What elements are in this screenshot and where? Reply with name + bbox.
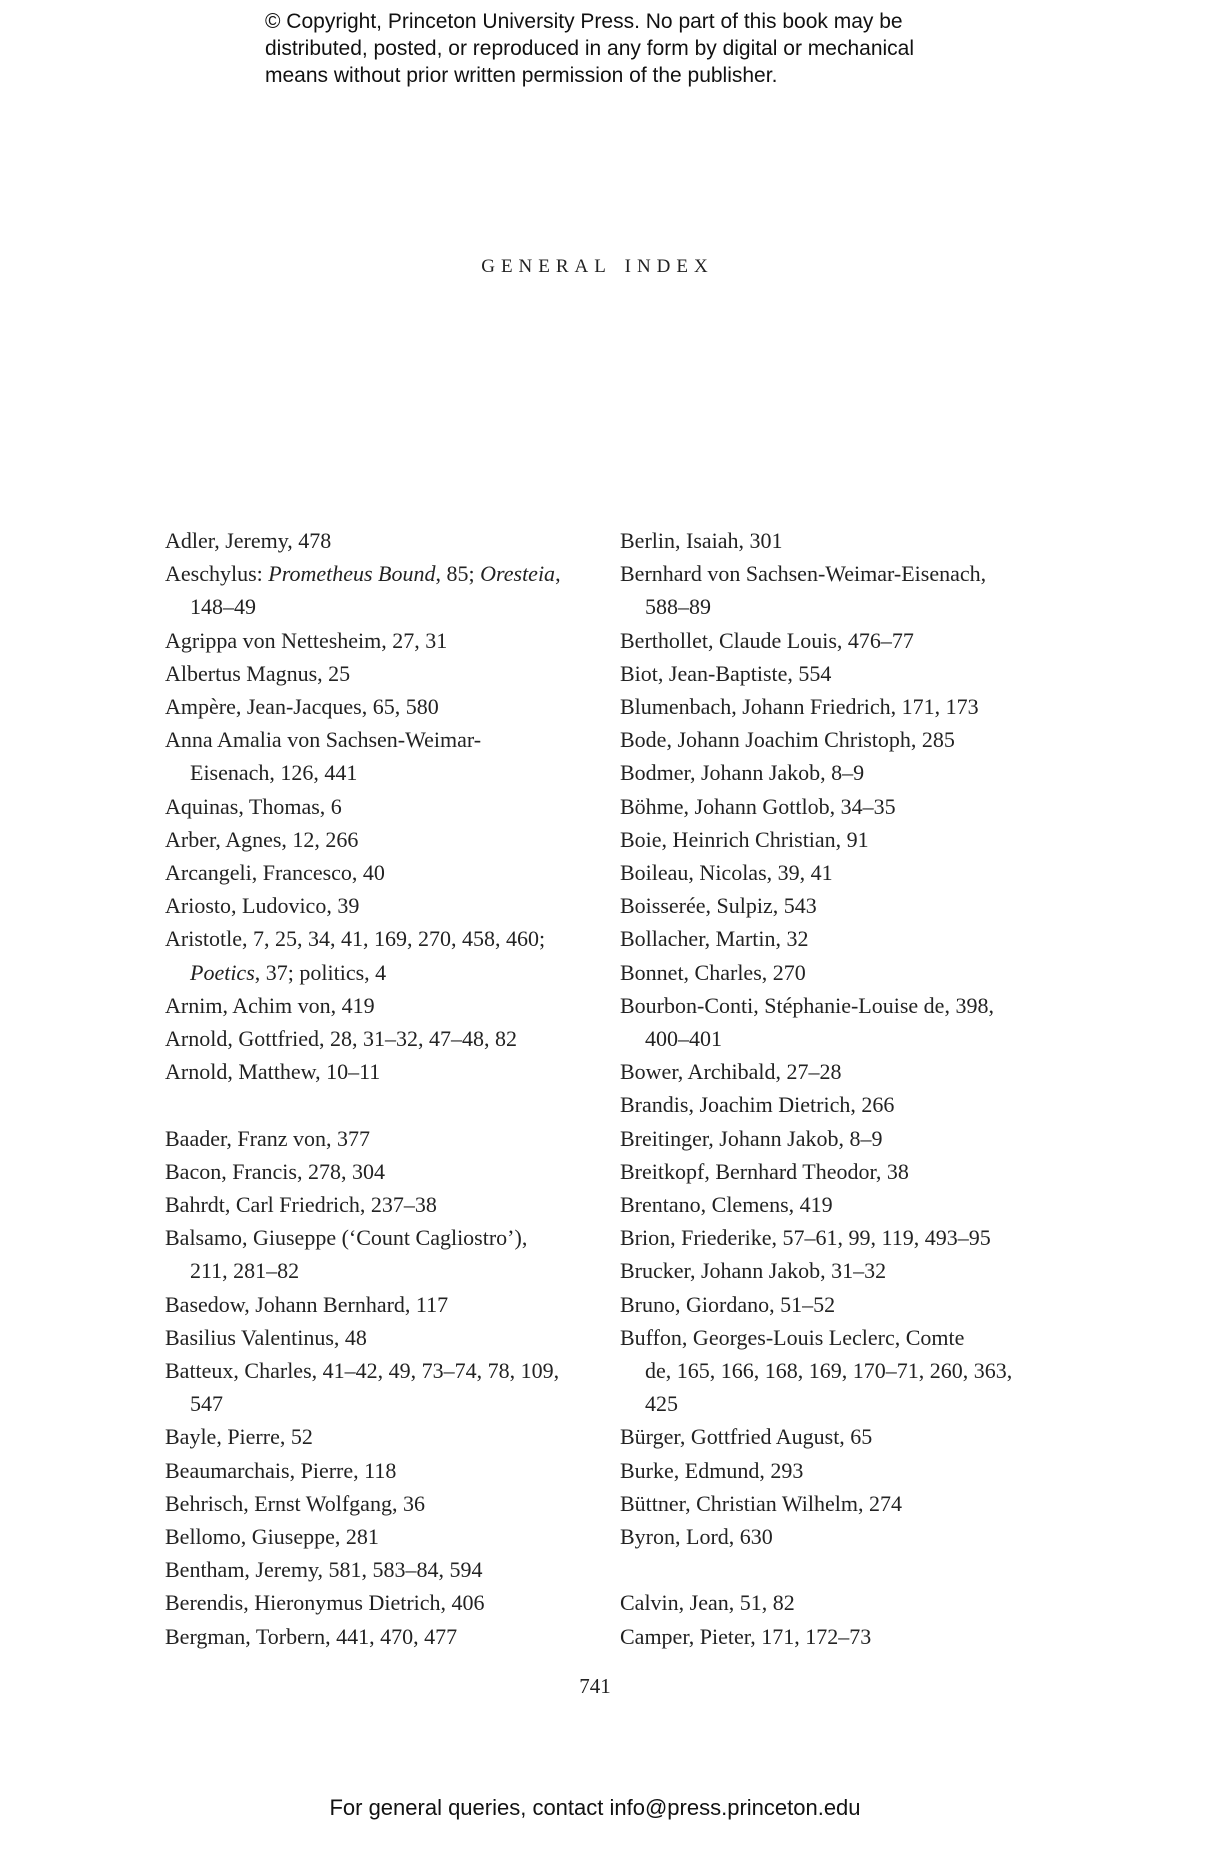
index-entry: Brandis, Joachim Dietrich, 266: [620, 1092, 895, 1118]
index-entry: Brentano, Clemens, 419: [620, 1192, 833, 1218]
index-entry-continuation: Eisenach, 126, 441: [190, 760, 358, 786]
index-entry: Boie, Heinrich Christian, 91: [620, 826, 869, 852]
index-entry: Batteux, Charles, 41–42, 49, 73–74, 78, 109,: [165, 1358, 560, 1384]
index-entry: Bollacher, Martin, 32: [620, 926, 809, 952]
index-entry: Breitinger, Johann Jakob, 8–9: [620, 1125, 883, 1151]
index-entry: Anna Amalia von Sachsen-Weimar-: [165, 727, 482, 753]
work-title: Poetics: [190, 959, 255, 985]
index-entry: Behrisch, Ernst Wolfgang, 36: [165, 1490, 425, 1516]
copyright-notice: [265, 8, 1025, 89]
work-title: Oresteia: [480, 561, 556, 587]
index-entry: Bernhard von Sachsen-Weimar-Eisenach,: [620, 561, 987, 587]
letter-group-gap: [620, 1553, 1040, 1586]
index-entry: Arcangeli, Francesco, 40: [165, 860, 385, 886]
index-entry: [165, 557, 585, 590]
page-number: 741: [579, 1674, 611, 1698]
index-entry: Balsamo, Giuseppe (‘Count Cagliostro’),: [165, 1225, 528, 1251]
page-title: general index: [481, 248, 714, 278]
copyright-line: © Copyright, Princeton University Press. No part of this book may be: [265, 10, 903, 33]
index-entry-continuation: de, 165, 166, 168, 169, 170–71, 260, 363,: [645, 1358, 1013, 1384]
index-entry-continuation: 211, 281–82: [190, 1258, 300, 1284]
index-entry: Büttner, Christian Wilhelm, 274: [620, 1490, 902, 1516]
index-entry: Basedow, Johann Bernhard, 117: [165, 1291, 449, 1317]
index-entry: Brion, Friederike, 57–61, 99, 119, 493–95: [620, 1225, 991, 1251]
index-entry-continuation: 425: [645, 1391, 678, 1417]
index-entry: Arber, Agnes, 12, 266: [165, 826, 359, 852]
index-entry: Agrippa von Nettesheim, 27, 31: [165, 627, 448, 653]
index-entry: Bruno, Giordano, 51–52: [620, 1291, 836, 1317]
entry-text: ,: [555, 561, 561, 587]
index-entry: Bacon, Francis, 278, 304: [165, 1158, 385, 1184]
index-entry-continuation: 547: [190, 1391, 223, 1417]
index-entry: Bonnet, Charles, 270: [620, 959, 806, 985]
entry-text: Aeschylus:: [165, 561, 269, 587]
index-entry: Basilius Valentinus, 48: [165, 1324, 367, 1350]
index-entry: Bürger, Gottfried August, 65: [620, 1424, 873, 1450]
index-entry: Bayle, Pierre, 52: [165, 1424, 313, 1450]
index-entry: Blumenbach, Johann Friedrich, 171, 173: [620, 694, 979, 720]
index-entry: Beaumarchais, Pierre, 118: [165, 1457, 397, 1483]
index-entry: Brucker, Johann Jakob, 31–32: [620, 1258, 887, 1284]
index-entry: Berlin, Isaiah, 301: [620, 528, 783, 553]
index-column-left: [165, 524, 585, 1653]
index-entry-continuation: 148–49: [190, 594, 256, 620]
index-entry: Camper, Pieter, 171, 172–73: [620, 1623, 872, 1649]
copyright-line: means without prior written permission of the publisher.: [265, 64, 778, 87]
index-column-right: [620, 524, 1040, 1653]
index-entry-continuation: 400–401: [645, 1026, 722, 1052]
index-entry: Böhme, Johann Gottlob, 34–35: [620, 793, 896, 819]
index-entry: Bergman, Torbern, 441, 470, 477: [165, 1623, 458, 1649]
index-entry: Calvin, Jean, 51, 82: [620, 1590, 795, 1616]
letter-group-gap: [165, 1088, 585, 1121]
index-entry: Bower, Archibald, 27–28: [620, 1059, 842, 1085]
index-entry: Bodmer, Johann Jakob, 8–9: [620, 760, 865, 786]
index-entry-continuation: [165, 956, 585, 989]
index-entry: Aquinas, Thomas, 6: [165, 793, 342, 819]
index-entry: Arnold, Matthew, 10–11: [165, 1059, 381, 1085]
index-entry: Bentham, Jeremy, 581, 583–84, 594: [165, 1557, 483, 1583]
index-entry: Ariosto, Ludovico, 39: [165, 893, 360, 919]
index-entry: Buffon, Georges-Louis Leclerc, Comte: [620, 1324, 965, 1350]
copyright-line: distributed, posted, or reproduced in any form by digital or mechanical: [265, 37, 915, 60]
index-entry: Arnim, Achim von, 419: [165, 992, 375, 1018]
index-entry: Adler, Jeremy, 478: [165, 528, 332, 553]
index-entry: Bourbon-Conti, Stéphanie-Louise de, 398,: [620, 992, 994, 1018]
index-entry: Bahrdt, Carl Friedrich, 237–38: [165, 1192, 437, 1218]
index-entry: Byron, Lord, 630: [620, 1524, 773, 1550]
index-entry: Biot, Jean-Baptiste, 554: [620, 660, 832, 686]
index-entry: Berendis, Hieronymus Dietrich, 406: [165, 1590, 485, 1616]
index-entry: Bellomo, Giuseppe, 281: [165, 1524, 379, 1550]
index-entry: Berthollet, Claude Louis, 476–77: [620, 627, 914, 653]
index-entry: Aristotle, 7, 25, 34, 41, 169, 270, 458, 460;: [165, 926, 546, 952]
index-entry: Albertus Magnus, 25: [165, 660, 351, 686]
index-entry: Boileau, Nicolas, 39, 41: [620, 860, 833, 886]
index-entry-continuation: 588–89: [645, 594, 711, 620]
work-title: Prometheus Bound: [268, 561, 436, 587]
index-entry: Breitkopf, Bernhard Theodor, 38: [620, 1158, 909, 1184]
entry-text: , 37; politics, 4: [254, 959, 387, 985]
index-entry: Arnold, Gottfried, 28, 31–32, 47–48, 82: [165, 1026, 517, 1052]
footer-contact: For general queries, contact info@press.princeton.edu: [329, 1795, 861, 1820]
index-entry: Ampère, Jean-Jacques, 65, 580: [165, 694, 439, 720]
entry-text: , 85;: [435, 561, 481, 587]
index-entry: Boisserée, Sulpiz, 543: [620, 893, 817, 919]
index-entry: Bode, Johann Joachim Christoph, 285: [620, 727, 955, 753]
index-entry: Baader, Franz von, 377: [165, 1125, 371, 1151]
index-entry: Burke, Edmund, 293: [620, 1457, 804, 1483]
